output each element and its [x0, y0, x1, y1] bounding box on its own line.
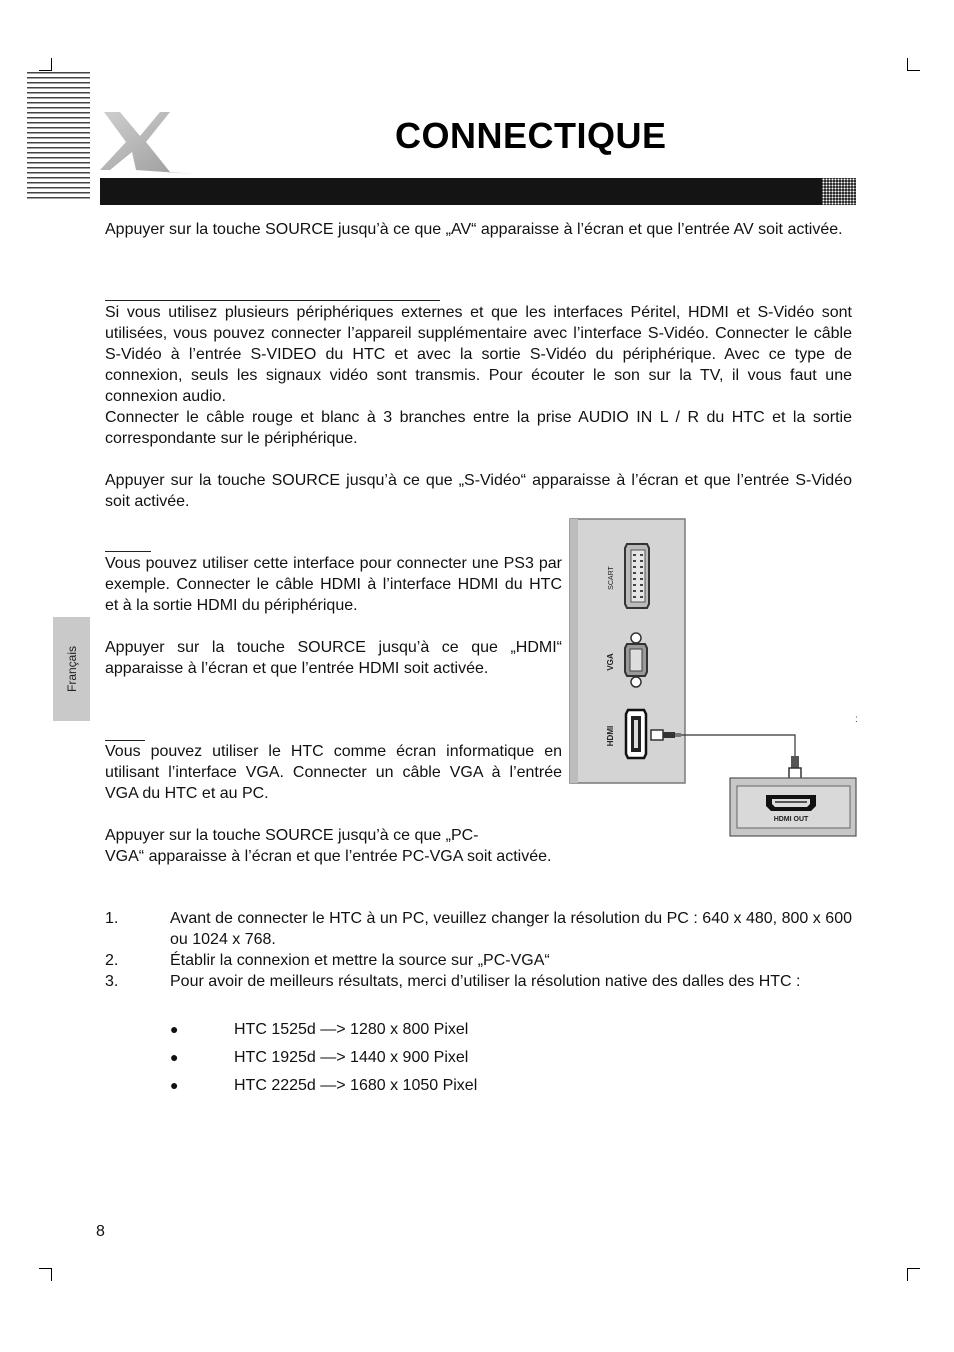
crop-mark-top-right — [907, 58, 920, 71]
list-item-text: Avant de connecter le HTC à un PC, veuillez changer la résolution du PC : 640 x 480, 800 x 600 ou 1024 x 768. — [170, 910, 852, 948]
bullet-text: HTC 2225d —> 1680 x 1050 Pixel — [234, 1077, 478, 1094]
tv-panel-edge — [570, 519, 578, 783]
svideo-audio-paragraph: Connecter le câble rouge et blanc à 3 branches entre la prise AUDIO IN L / R du HTC et la sortie correspondante sur le périphérique. — [105, 409, 852, 447]
hdmi-port-label: HDMI — [606, 725, 615, 747]
list-item-number: 3. — [105, 973, 119, 990]
list-item-text: Établir la connexion et mettre la source sur „PC-VGA“ — [170, 952, 550, 969]
hdmi-intro-paragraph: Vous pouvez utiliser cette interface pour connecter une PS3 par exemple. Connecter le câble HDMI à l’interface HDMI du HTC et à la sortie HDMI du périphérique. — [105, 555, 562, 614]
brand-x-logo-icon — [96, 108, 196, 176]
section-underline-hdmi — [105, 551, 151, 552]
svideo-source-paragraph: Appuyer sur la touche SOURCE jusqu’à ce que „S-Vidéo“ apparaisse à l’écran et que l’entrée S-Vidéo soit activée. — [105, 472, 852, 510]
list-item — [105, 971, 852, 1013]
svideo-intro-paragraph: Si vous utilisez plusieurs périphériques externes et que les interfaces Péritel, HDMI et S-Vidéo sont utilisées, vous pouvez connecter l’appareil supplémentaire avec l’interface S-Vidéo. Connecter le câble S-Vidéo à l’entrée S-VIDEO du HTC et avec la sortie S-Vidéo du périphérique. Avec ce type de connexion, seuls les signaux vidéo sont transmis. Pour écouter le son sur la TV, il vous faut une connexion audio. — [105, 304, 852, 405]
vga-port-label: VGA — [606, 653, 615, 671]
scart-port-label: SCART — [608, 566, 615, 590]
bullet-text: HTC 1525d —> 1280 x 800 Pixel — [234, 1021, 469, 1038]
list-item — [105, 908, 852, 950]
bullet-dot-icon: ● — [170, 1077, 179, 1093]
hdmi-source-paragraph: Appuyer sur la touche SOURCE jusqu’à ce que „HDMI“ apparaisse à l’écran et que l’entrée HDMI soit activée. — [105, 639, 562, 677]
device-hdmi-out-label: HDMI OUT — [773, 816, 809, 823]
crop-mark-bottom-right — [907, 1268, 920, 1281]
list-item-number: 1. — [105, 910, 119, 927]
bullet-dot-icon: ● — [170, 1049, 179, 1065]
device-hdmi-out-port-icon — [766, 795, 816, 811]
crop-mark-bottom-left — [39, 1268, 52, 1281]
connection-diagram — [565, 516, 860, 842]
hdmi-port-icon — [626, 710, 646, 758]
header-bar-dots — [822, 178, 856, 205]
list-item-text: Pour avoir de meilleurs résultats, merci d’utiliser la résolution native des dalles des HTC : — [170, 973, 801, 990]
language-side-tab — [53, 617, 90, 721]
list-item-number: 2. — [105, 952, 119, 969]
bullet-dot-icon: ● — [170, 1021, 179, 1037]
page-title: CONNECTIQUE — [395, 115, 667, 156]
section-underline-svideo — [105, 300, 440, 301]
decorative-stripes — [27, 72, 90, 200]
av-source-paragraph: Appuyer sur la touche SOURCE jusqu’à ce que „AV“ apparaisse à l’écran et que l’entrée AV soit activée. — [105, 221, 843, 238]
page-number: 8 — [96, 1223, 105, 1240]
language-label: Français — [64, 645, 79, 693]
vga-intro-paragraph: Vous pouvez utiliser le HTC comme écran informatique en utilisant l’interface VGA. Connecter un câble VGA à l’entrée VGA du HTC et au PC. — [105, 743, 562, 802]
cable-mark: : — [855, 714, 858, 725]
hdmi-cable — [681, 735, 795, 756]
list-item — [105, 950, 852, 971]
vga-source-paragraph-line1: Appuyer sur la touche SOURCE jusqu’à ce que „PC- — [105, 827, 479, 844]
crop-mark-top-left — [39, 58, 52, 71]
vga-source-paragraph-line2: VGA“ apparaisse à l’écran et que l’entrée PC-VGA soit activée. — [105, 848, 552, 865]
scart-port-icon — [625, 544, 649, 608]
bullet-text: HTC 1925d —> 1440 x 900 Pixel — [234, 1049, 469, 1066]
header-bar — [100, 178, 856, 205]
